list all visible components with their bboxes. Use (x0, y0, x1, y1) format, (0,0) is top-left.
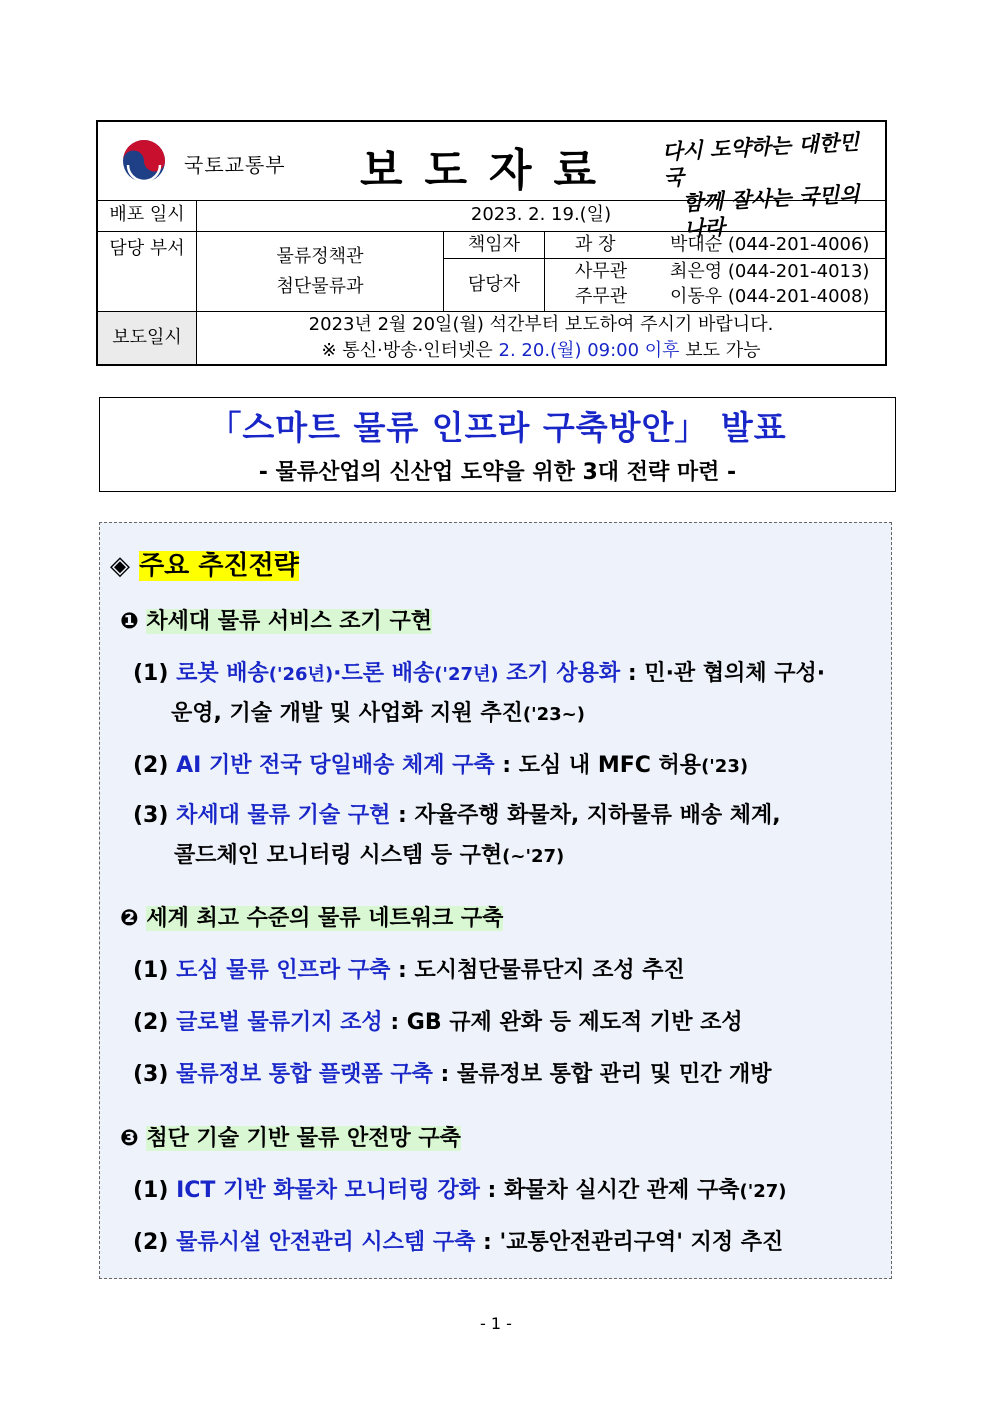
item-highlight: AI 기반 전국 당일배송 체계 구축 (176, 753, 495, 778)
press-header (96, 120, 887, 366)
item-sup-end: ('27) (739, 1181, 787, 1202)
item-rest: : 자율주행 화물차, 지하물류 배송 체계, (390, 803, 781, 828)
embargo-line-2 (197, 338, 885, 364)
dept-line-2: 첨단물류과 (276, 276, 364, 297)
contact2-title: 주무관 (575, 286, 628, 307)
item-rest-cont: 콜드체인 모니터링 시스템 등 구현 (174, 843, 503, 868)
page-number: - 1 - (480, 1314, 512, 1333)
item-highlight-b: ·드론 배송 (333, 661, 435, 686)
embargo-line-1: 2023년 2월 20일(월) 석간부터 보도하여 주시기 바랍니다. (308, 314, 774, 335)
press-release-title: 보도자료 (360, 145, 619, 196)
dept-line-1: 물류정책관 (276, 246, 364, 267)
summary-heading (110, 545, 299, 582)
item-num: (2) (133, 1010, 169, 1035)
responsible-person (544, 231, 885, 258)
dept-label: 담당 부서 (98, 231, 196, 311)
responsible-label: 책임자 (443, 231, 544, 258)
release-date-label: 배포 일시 (109, 204, 185, 225)
strategy-2-heading (120, 901, 503, 932)
strategy-3-title: 첨단 기술 기반 물류 안전망 구축 (146, 1126, 461, 1151)
item-highlight: ICT 기반 화물차 모니터링 강화 (176, 1178, 480, 1203)
item-highlight-a: 로봇 배송 (176, 661, 269, 686)
sub-title: - 물류산업의 신산업 도약을 위한 3대 전략 마련 - (258, 460, 737, 485)
release-date-value: 2023. 2. 19.(일) (196, 200, 885, 231)
contact-label: 담당자 (443, 258, 544, 311)
strategy-3-heading (120, 1121, 461, 1152)
item-rest: : 물류정보 통합 관리 및 민간 개방 (432, 1062, 772, 1087)
item-rest: : GB 규제 완화 등 제도적 기반 조성 (382, 1010, 743, 1035)
summary-heading-text: 주요 추진전략 (139, 551, 299, 581)
item-sup-a: ('26년) (268, 664, 334, 685)
item-sup-end: ('23~) (522, 704, 585, 725)
strategy-2-item-2 (133, 1005, 743, 1036)
item-sup-end: (~'27) (502, 846, 565, 867)
item-num: (2) (133, 753, 169, 778)
contact-persons (544, 258, 885, 311)
item-num: (3) (133, 1062, 169, 1087)
item-num: (1) (133, 958, 169, 983)
strategy-2-title: 세계 최고 수준의 물류 네트워크 구축 (146, 906, 504, 931)
dept-names (196, 231, 443, 311)
strategy-3-item-2 (133, 1225, 783, 1256)
strategy-1-item-3 (133, 798, 781, 829)
item-rest: : 도시첨단물류단지 조성 추진 (390, 958, 685, 983)
item-highlight: 글로벌 물류기지 조성 (176, 1010, 383, 1035)
main-title: 「스마트 물류 인프라 구축방안」 발표 (208, 408, 787, 447)
item-rest-cont: 운영, 기술 개발 및 사업화 지원 추진 (171, 701, 523, 726)
item-num: (2) (133, 1230, 169, 1255)
strategy-1-item-1-cont (171, 696, 585, 727)
item-rest: : 민·관 협의체 구성· (620, 661, 826, 686)
contact1-title: 사무관 (575, 261, 628, 282)
item-rest: : 도심 내 MFC 허용 (494, 753, 702, 778)
strategy-1-num: ❶ (120, 609, 139, 634)
strategy-3-item-1 (133, 1173, 786, 1204)
item-highlight: 차세대 물류 기술 구현 (176, 803, 391, 828)
item-sup-b: ('27년) (434, 664, 499, 685)
government-logo-icon (122, 139, 166, 183)
item-highlight: 도심 물류 인프라 구축 (176, 958, 391, 983)
item-highlight: 물류정보 통합 플랫폼 구축 (176, 1062, 433, 1087)
strategy-2-num: ❷ (120, 906, 139, 931)
item-num: (1) (133, 1178, 169, 1203)
slogan-line-2: 함께 잘사는 국민의 나라 (682, 181, 861, 242)
item-highlight: 물류시설 안전관리 시스템 구축 (176, 1230, 476, 1255)
item-rest: : '교통안전관리구역' 지정 추진 (475, 1230, 784, 1255)
title-box (99, 397, 896, 492)
strategy-2-item-3 (133, 1057, 772, 1088)
contact1-contact: 최은영 (044-201-4013) (670, 261, 870, 282)
embargo-pre: ※ 통신·방송·인터넷은 (321, 340, 499, 361)
strategy-2-item-1 (133, 953, 685, 984)
strategy-3-num: ❸ (120, 1126, 139, 1151)
item-rest: : 화물차 실시간 관제 구축 (479, 1178, 740, 1203)
strategy-1-title: 차세대 물류 서비스 조기 구현 (146, 609, 432, 634)
item-num: (3) (133, 803, 169, 828)
item-highlight-c: 조기 상용화 (498, 661, 621, 686)
embargo-label: 보도일시 (98, 311, 196, 364)
diamond-bullet-icon: ◈ (110, 551, 130, 581)
strategy-1-item-2 (133, 748, 748, 779)
embargo-time: 2. 20.(월) 09:00 이후 (498, 340, 680, 361)
embargo-text (196, 311, 885, 364)
item-sup-end: ('23) (701, 756, 749, 777)
ministry-name: 국토교통부 (184, 153, 286, 177)
strategy-1-heading (120, 604, 432, 635)
embargo-post: 보도 가능 (679, 340, 761, 361)
responsible-contact: 박대순 (044-201-4006) (670, 234, 870, 255)
strategy-1-item-1 (133, 656, 825, 687)
item-highlight (176, 661, 620, 686)
responsible-title: 과 장 (575, 234, 616, 255)
slogan-line-1: 다시 도약하는 대한민국 (661, 128, 860, 191)
item-num: (1) (133, 661, 169, 686)
contact2-contact: 이동우 (044-201-4008) (670, 286, 870, 307)
strategy-1-item-3-cont (174, 838, 564, 869)
